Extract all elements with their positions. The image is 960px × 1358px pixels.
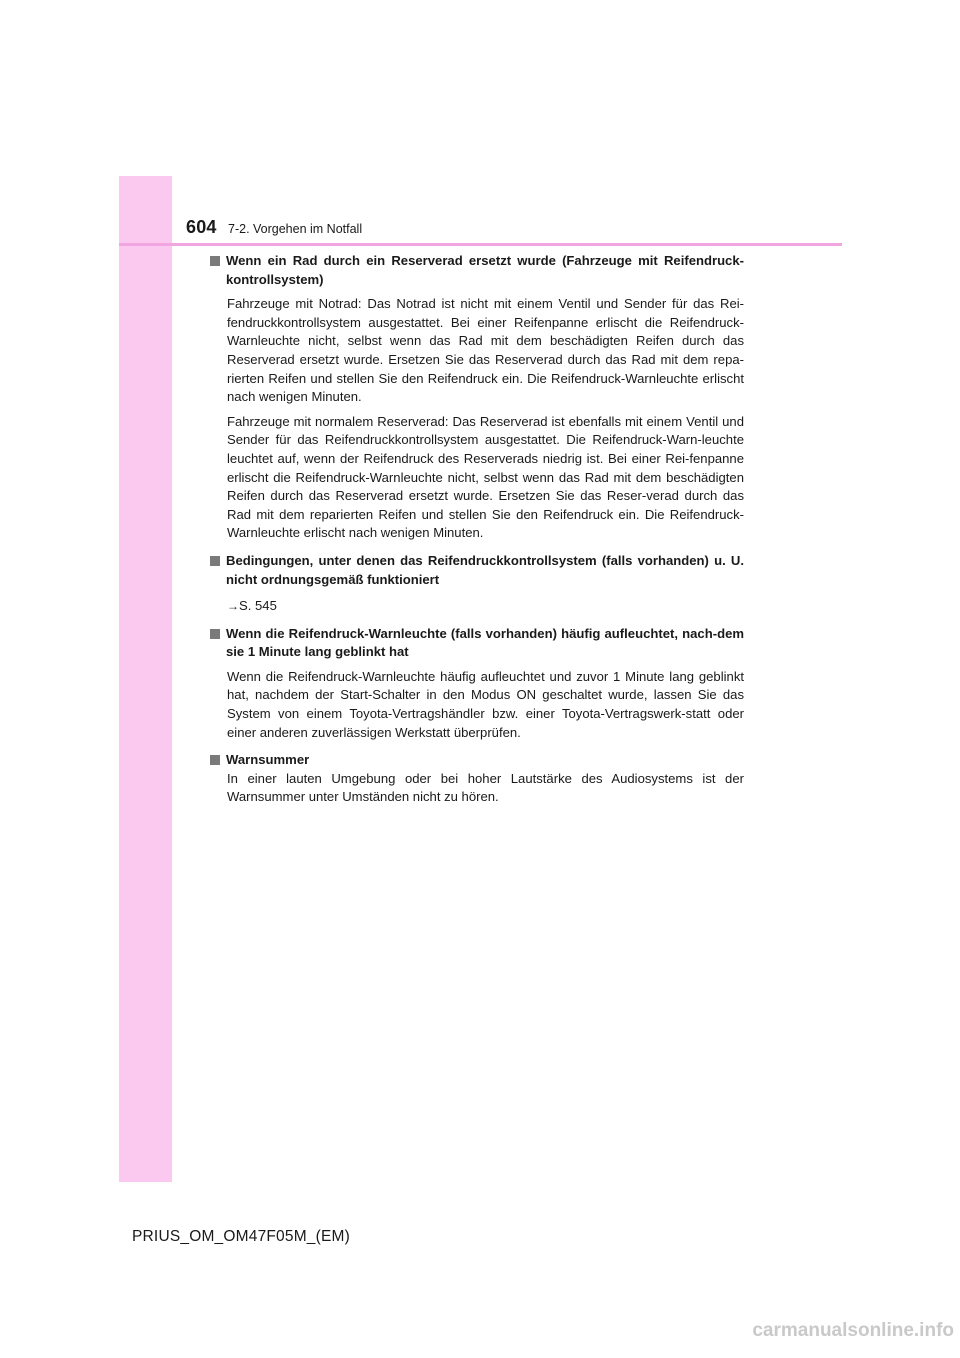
- body-paragraph: Wenn die Reifendruck-Warnleuchte häufig aufleuchtet und zuvor 1 Minute lang geblinkt hat, nachdem der Start-Schalter in den Modus ON geschaltet wurde, lassen Sie das System von einem Toyota-Vertragshändler bzw. einer Toyota-Vertragswerk-statt oder einer anderen zuverlässigen Werkstatt überprüfen.: [227, 668, 744, 740]
- section-heading-text: Wenn ein Rad durch ein Reserverad ersetzt wurde (Fahrzeuge mit Reifendruck-kontrollsystem): [226, 253, 744, 287]
- arrow-right-icon: →: [227, 599, 239, 614]
- body-paragraph: In einer lauten Umgebung oder bei hoher Lautstärke des Audiosystems ist der Warnsummer unter Umständen nicht zu hören.: [227, 770, 744, 805]
- section-warning-buzzer: [210, 751, 744, 807]
- page-reference-text[interactable]: S. 545: [239, 598, 277, 614]
- page-content: [210, 252, 744, 816]
- section-heading: [210, 252, 744, 289]
- section-heading: [210, 751, 744, 770]
- side-color-band: [119, 176, 172, 1182]
- section-heading-text: Warnsummer: [226, 752, 310, 768]
- section-heading: [210, 625, 744, 662]
- section-heading-text: Bedingungen, unter denen das Reifendruckkontrollsystem (falls vorhanden) u. U. nicht ordnungsgemäß funktioniert: [226, 552, 744, 587]
- page-number: 604: [186, 217, 217, 237]
- document-code: PRIUS_OM_OM47F05M_(EM): [132, 1228, 351, 1245]
- square-bullet-icon: [210, 256, 220, 266]
- header-rule: [119, 243, 842, 246]
- page-reference: [210, 597, 744, 616]
- watermark: carmanualsonline.info: [752, 1320, 954, 1341]
- square-bullet-icon: [210, 629, 220, 639]
- section-heading: [210, 552, 744, 589]
- section-heading-text: Wenn die Reifendruck-Warnleuchte (falls vorhanden) häufig aufleuchtet, nach-dem sie 1 Minute lang geblinkt hat: [226, 625, 744, 660]
- square-bullet-icon: [210, 755, 220, 765]
- body-paragraph: Fahrzeuge mit Notrad: Das Notrad ist nicht mit einem Ventil und Sender für das Rei-fendruckkontrollsystem ausgestattet. Bei einer Reifenpanne erlischt die Reifendruck-Warnleuchte nicht, selbst wenn das Rad mit dem beschädigten Reifen durch das Reserverad ersetzt wurde. Ersetzen Sie das Reserverad durch das Rad mit dem repa-rierten Reifen und stellen Sie den Reifendruck ein. Die Reifendruck-Warnleuchte erlischt nach wenigen Minuten.: [227, 296, 744, 405]
- section-tpms-conditions: [210, 552, 744, 616]
- body-paragraph: Fahrzeuge mit normalem Reserverad: Das Reserverad ist ebenfalls mit einem Ventil und Sender für das Reifendruckkontrollsystem ausgestattet. Die Reifendruck-Warn-leuchte leuchtet auf, wenn der Reifendruck des Reserverads niedrig ist. Bei einer Rei-fenpanne erlischt die Reifendruck-Warnleuchte nicht, selbst wenn das Rad mit dem beschädigten Reifen durch das Reserverad ersetzt wurde. Ersetzen Sie das Reser-verad durch das Rad mit dem reparierten Reifen und stellen Sie den Reifendruck ein. Die Reifendruck-Warnleuchte erlischt nach wenigen Minuten.: [227, 413, 744, 541]
- section-warning-light-blinks: [210, 625, 744, 743]
- chapter-title: 7-2. Vorgehen im Notfall: [228, 222, 363, 236]
- section-spare-wheel: [210, 252, 744, 543]
- square-bullet-icon: [210, 556, 220, 566]
